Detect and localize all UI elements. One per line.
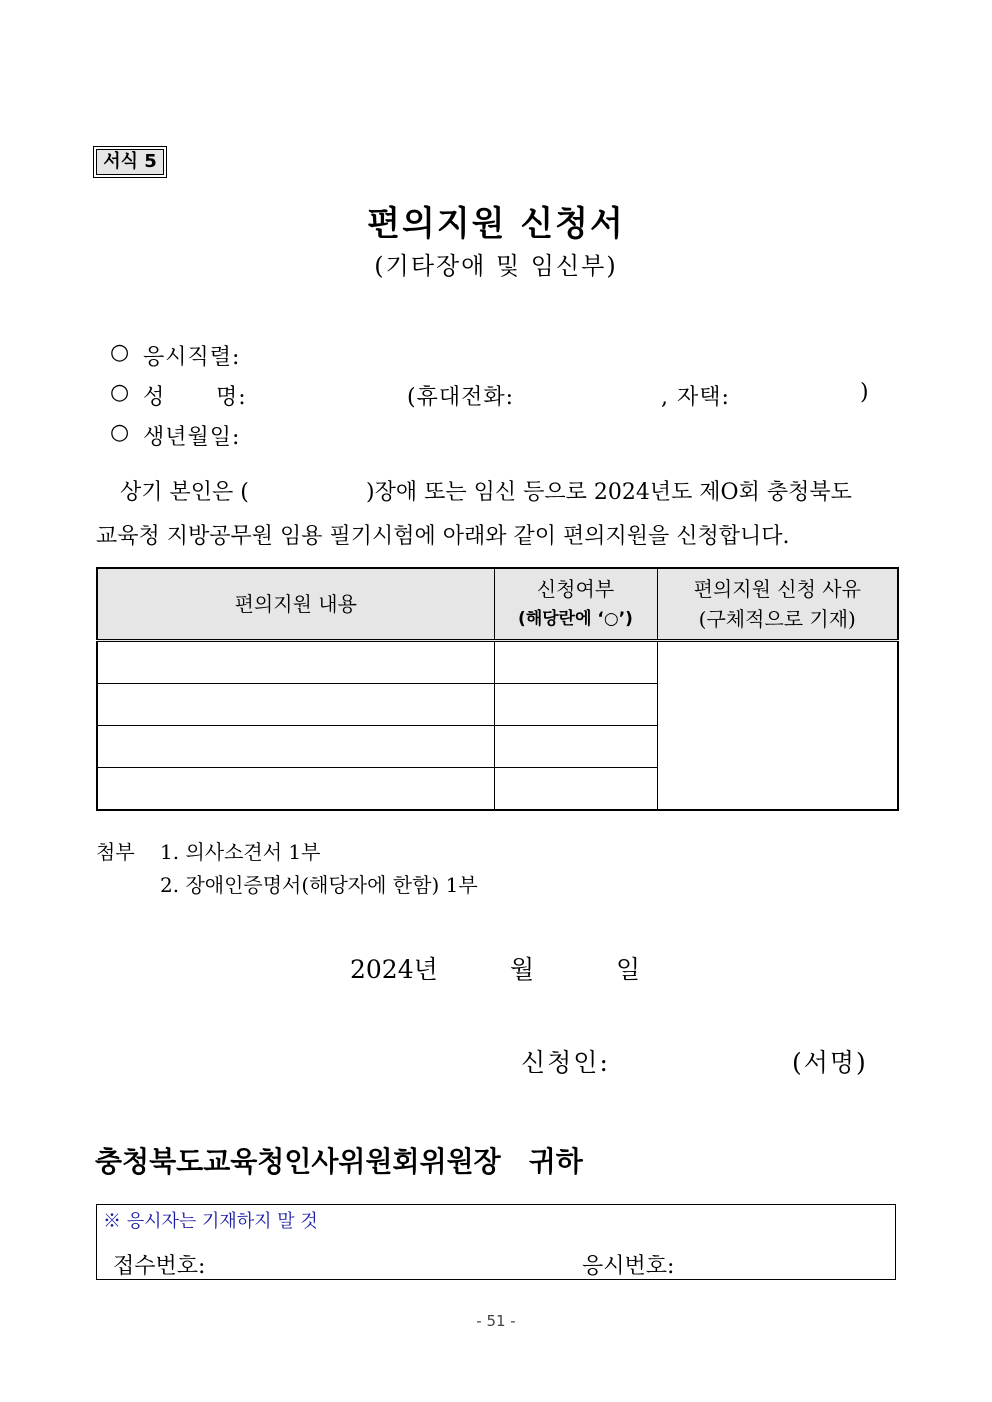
header-apply-status-line1: 신청여부	[536, 577, 615, 601]
home-phone-label: , 자택:	[661, 385, 730, 410]
form-number-tag	[93, 146, 167, 178]
header-apply-status-line2: (해당란에 ‘○’)	[518, 609, 633, 629]
table-header-row	[97, 568, 898, 641]
support-request-table	[96, 567, 899, 811]
position-label: 응시직렬:	[143, 345, 241, 370]
apply-status-cell[interactable]	[494, 768, 657, 811]
recipient-line	[95, 1140, 583, 1180]
header-apply-status	[494, 568, 657, 641]
statement-line1-end: )장애 또는 임신 등으로 2024년도 제O회 충청북도	[366, 480, 852, 505]
statement-line1-start: 상기 본인은 (	[120, 480, 249, 505]
mobile-label: (휴대전화:	[407, 385, 515, 410]
office-use-box	[96, 1204, 896, 1280]
apply-status-cell[interactable]	[494, 684, 657, 726]
document-title: 편의지원 신청서	[367, 204, 625, 244]
form-number-label: 서식 5	[96, 149, 164, 175]
header-support-content: 편의지원 내용	[97, 568, 494, 641]
reason-cell[interactable]	[657, 641, 898, 811]
exam-number-label: 응시번호:	[582, 1254, 675, 1279]
receipt-number-label: 접수번호:	[113, 1254, 206, 1279]
support-content-cell[interactable]	[97, 641, 494, 684]
close-paren: )	[860, 380, 870, 405]
recipient-suffix: 귀하	[528, 1145, 583, 1178]
recipient-name: 충청북도교육청인사위원회위원장	[95, 1145, 501, 1178]
applicant-label: 신청인:	[521, 1048, 610, 1077]
date-year: 2024년	[350, 955, 438, 984]
apply-status-cell[interactable]	[494, 641, 657, 684]
date-month: 월	[510, 955, 535, 984]
birth-date-label: 생년월일:	[143, 425, 241, 450]
name-label-first: 성	[143, 385, 166, 410]
support-content-cell[interactable]	[97, 768, 494, 811]
support-content-cell[interactable]	[97, 726, 494, 768]
bullet-icon: ○	[110, 420, 131, 445]
bullet-icon: ○	[110, 380, 131, 405]
header-reason-line1: 편의지원 신청 사유	[693, 577, 861, 601]
table-row	[97, 641, 898, 684]
attachment-item-2: 2. 장애인증명서(해당자에 한함) 1부	[160, 873, 478, 897]
apply-status-cell[interactable]	[494, 726, 657, 768]
header-reason	[657, 568, 898, 641]
statement-line2: 교육청 지방공무원 임용 필기시험에 아래와 같이 편의지원을 신청합니다.	[96, 524, 790, 549]
header-reason-line2: (구체적으로 기재)	[698, 607, 856, 631]
date-day: 일	[616, 955, 641, 984]
attachment-label: 첨부	[96, 840, 135, 864]
page-number: - 51 -	[476, 1312, 516, 1330]
bullet-icon: ○	[110, 340, 131, 365]
signature-label: (서명)	[792, 1048, 868, 1077]
support-content-cell[interactable]	[97, 684, 494, 726]
name-label-second: 명:	[216, 385, 247, 410]
office-use-note: ※ 응시자는 기재하지 말 것	[103, 1211, 318, 1232]
document-subtitle: (기타장애 및 임신부)	[374, 252, 618, 280]
attachment-item-1: 1. 의사소견서 1부	[160, 840, 321, 864]
